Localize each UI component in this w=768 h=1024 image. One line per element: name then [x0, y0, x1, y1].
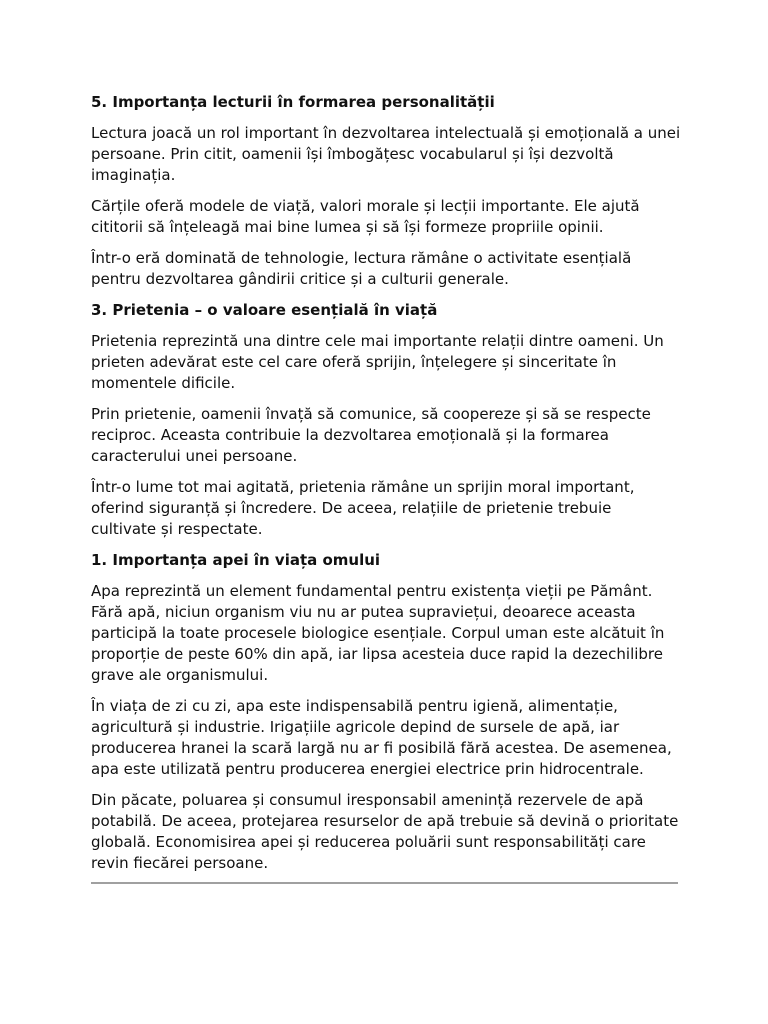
section-title: 1. Importanța apei în viața omului — [91, 551, 381, 569]
paragraph: Lectura joacă un rol important în dezvoltarea intelectuală și emoțională a unei persoane. Prin citit, oamenii își îmbogățesc vocabularul și își dezvoltă imaginația. — [91, 124, 681, 184]
document-page — [91, 92, 681, 884]
paragraph: În viața de zi cu zi, apa este indispensabilă pentru igienă, alimentație, agricultură și industrie. Irigațiile agricole depind de sursele de apă, iar producerea hranei la scară largă nu ar fi posibilă fără acestea. De asemenea, apa este utilizată pentru producerea energiei electrice prin hidrocentrale. — [91, 697, 672, 778]
paragraph: Prietenia reprezintă una dintre cele mai importante relații dintre oameni. Un prieten adevărat este cel care oferă sprijin, înțelegere și sinceritate în momentele dificile. — [91, 332, 664, 392]
section-title: 3. Prietenia – o valoare esențială în viață — [91, 301, 438, 319]
paragraph: Apa reprezintă un element fundamental pentru existența vieții pe Pământ. Fără apă, niciun organism viu nu ar putea supraviețui, deoarece aceasta participă la toate procesele biologice esențiale. Corpul uman este alcătuit în proporție de peste 60% din apă, iar lipsa acesteia duce rapid la dezechilibre grave ale organismului. — [91, 582, 665, 684]
paragraph: Prin prietenie, oamenii învață să comunice, să coopereze și să se respecte reciproc. Aceasta contribuie la dezvoltarea emoțională și la formarea caracterului unei persoane. — [91, 405, 651, 465]
section-prietenia — [91, 300, 681, 540]
paragraph: Într-o lume tot mai agitată, prietenia rămâne un sprijin moral important, oferind siguranță și încredere. De aceea, relațiile de prietenie trebuie cultivate și respectate. — [91, 478, 635, 538]
paragraph: Într-o eră dominată de tehnologie, lectura rămâne o activitate esențială pentru dezvoltarea gândirii critice și a culturii generale. — [91, 249, 632, 288]
section-apa — [91, 550, 681, 874]
section-title: 5. Importanța lecturii în formarea personalității — [91, 93, 495, 111]
section-lectura — [91, 92, 681, 290]
paragraph: Cărțile oferă modele de viață, valori morale și lecții importante. Ele ajută cititorii să înțeleagă mai bine lumea și să își formeze propriile opinii. — [91, 197, 640, 236]
paragraph: Din păcate, poluarea și consumul iresponsabil amenință rezervele de apă potabilă. De aceea, protejarea resurselor de apă trebuie să devină o prioritate globală. Economisirea apei și reducerea poluării sunt responsabilități care revin fiecărei persoane. — [91, 791, 679, 872]
horizontal-divider — [91, 882, 678, 884]
